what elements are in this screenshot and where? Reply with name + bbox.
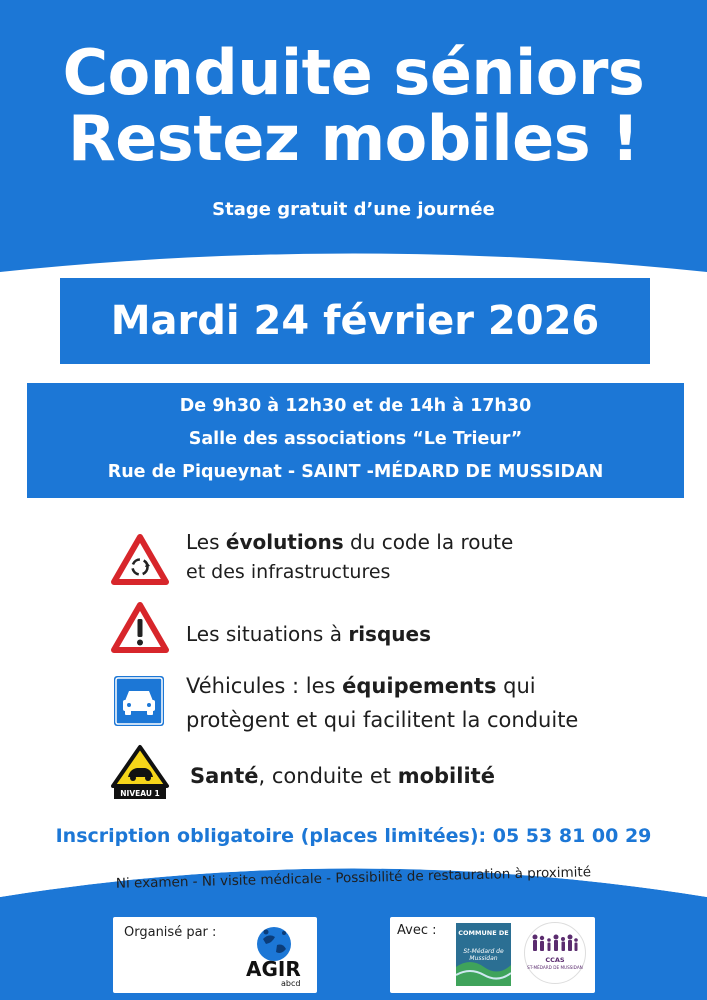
feature-text-pre: Les situations à	[186, 622, 349, 646]
ccas-logo-text: CCAS	[545, 956, 565, 964]
danger-warning-icon	[111, 602, 169, 654]
subtitle: Stage gratuit d’une journée	[212, 199, 495, 220]
partners-card	[390, 917, 595, 993]
event-venue: Salle des associations “Le Trieur”	[188, 429, 523, 449]
title-line-1: Conduite séniors	[62, 36, 645, 109]
feature-text-line2: protègent et qui facilitent la conduite	[186, 708, 579, 732]
level-badge-text: NIVEAU 1	[120, 789, 160, 798]
date-banner	[60, 278, 650, 364]
footnote: Ni examen - Ni visite médicale - Possibilité de restauration à proximité	[115, 864, 592, 892]
ccas-logo	[524, 922, 586, 984]
people-group-icon	[530, 933, 580, 953]
event-hours: De 9h30 à 12h30 et de 14h à 17h30	[179, 396, 532, 416]
inscription-phone: Inscription obligatoire (places limitées): 05 53 81 00 29	[55, 825, 652, 847]
feature-text-pre: Les	[186, 530, 226, 554]
organizer-logo-sub: abcd	[281, 979, 301, 988]
feature-text-line2: et des infrastructures	[186, 561, 391, 583]
organizer-logo-text: AGIR	[246, 957, 301, 981]
partners-label: Avec :	[397, 923, 437, 938]
feature-text-bold: évolutions	[225, 530, 344, 554]
commune-logo	[456, 923, 511, 986]
commune-logo-text: COMMUNE DE	[458, 929, 509, 937]
car-sign-icon	[114, 676, 164, 726]
feature-text-bold: équipements	[342, 674, 497, 698]
roundabout-warning-icon	[111, 534, 169, 586]
feature-text-bold: risques	[348, 622, 431, 646]
feature-text-post: qui	[496, 674, 536, 698]
organizer-label: Organisé par :	[124, 925, 217, 940]
feature-text-mid: , conduite et	[258, 764, 398, 788]
feature-text-post: du code la route	[343, 530, 514, 554]
ccas-logo-sub: ST-MÉDARD DE MUSSIDAN	[527, 965, 583, 970]
event-address: Rue de Piqueynat - SAINT -MÉDARD DE MUSSIDAN	[107, 462, 604, 482]
feature-text-pre: Véhicules : les	[186, 674, 343, 698]
title-line-2: Restez mobiles !	[68, 102, 639, 175]
event-date: Mardi 24 février 2026	[110, 298, 600, 344]
organizer-card	[113, 917, 317, 993]
feature-text-bold-1: Santé	[190, 764, 259, 788]
commune-logo-script: St-Médard de Mussidan	[463, 948, 504, 962]
event-info-box	[27, 383, 684, 498]
feature-text-bold-2: mobilité	[397, 764, 495, 788]
